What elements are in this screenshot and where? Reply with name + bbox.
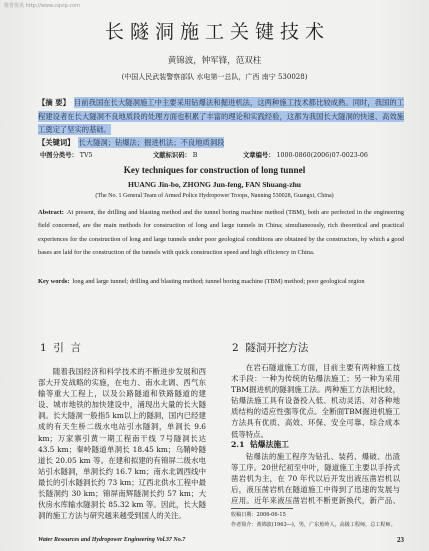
- drill-blast-paragraph: 钻爆法的施工程序为钻孔、装药、爆破、出渣等工序。20世纪初至中叶，隧道施工主要以手持式凿岩机为主，在 70 年代以后开发出液压凿岩机以后，液压凿岩机在隧道施工中得到了迅速的发展与应用。近年来液压凿岩机不断更新换代，新产品、: [231, 452, 400, 506]
- doc-code-label: 文献标识码：: [153, 152, 191, 159]
- paper-title: 长隧洞施工关键技术: [104, 21, 330, 43]
- journal-footer: Water Resources and Hydropower Engineering Vol.37 No.7: [38, 537, 186, 543]
- article-no-group: [243, 151, 368, 161]
- article-no-value: 1000-0860(2006)07-0023-06: [276, 152, 368, 159]
- excavation-methods-paragraph: 在岩石隧道施工方面，目前主要有两种施工技术手段：一种为传统的钻爆法施工；另一种为采用TBM掘进机的隧洞施工法。两种施工方法相比较，钻爆法施工具有设备投入低、机动灵活、对各种地质结构的适应性强等优点。全断面TBM掘进机施工方法具有优质、高效、环保、安全可靠、综合成本低等特点。: [231, 363, 400, 438]
- chinese-keywords: [38, 136, 404, 150]
- author-list: 黄锦波，钟军锋，范双柱: [167, 56, 262, 66]
- keywords-label: 【关键词】: [38, 138, 75, 147]
- article-no-label: 文章编号：: [243, 152, 275, 159]
- introduction-paragraph: 随着我国经济和科学技术的不断进步发展和西部大开发战略的实施，在电力、南水北调、西气东输等重大工程上，以及公路隧道和铁路隧道的建设、城市地铁的加快建设中，涌现出大量的长大隧洞。长大隧洞一般指5 km以上的隧洞，国内已经建成的有天生桥二级水电站引水隧洞，单洞长 9.6 km；万家寨引黄一期工程南干线 7号隧洞长达 43.5 km；秦岭隧道单洞长 18.45 km；乌鞘岭隧道长 20.05 km 等。在建和拟建的有锦屏二级水电站引水隧洞，单洞长约 16.7 km；南水北调西线中最长的引水隧洞长约 73 km；辽西北供水工程中最长隧洞约 30 km；锦屏南辉隧洞长约 57 km；大伙房水库输水隧洞长 85.32 km 等。因此，长大隧洞的施工方法与研究越来越受到国人的关注。: [38, 367, 206, 521]
- clc-group: [40, 151, 93, 161]
- source-watermark: 维普资讯 http://www.cqvip.com: [4, 3, 81, 9]
- english-authors: HUANG Jin-bo, ZHONG Jun-feng, FAN Shuang-zhu: [127, 180, 302, 189]
- english-title: Key techniques for construction of long tunnel: [123, 165, 306, 175]
- section-heading-excavation-methods: 2 隧洞开挖方法: [232, 342, 309, 354]
- english-affiliation: (The No. 1 General Team of Armed Police Hydropower Troops, Nanning 530028, Guangxi, China): [95, 193, 334, 199]
- classification-line: [38, 151, 404, 161]
- english-keywords: [38, 275, 404, 288]
- english-abstract-text: At present, the drilling and blasting method and the tunnel boring machine method (TBM), both are perfected in the engineering field concerned, are the main methods for construction of long and large tunnels in China; simultaneously, rich theoretical and practical experiences for the construction of long and large tunnels under poor geological conditions are obtained by the constructors, by which a good bases are laid for the construction of the tunnels with quick construction speed and high efficiency in China.: [38, 209, 404, 257]
- footnote-received-date: 收稿日期：2006-06-15: [231, 512, 286, 518]
- keywords-text: 长大隧洞；钻爆法；掘进机法；不良地质洞段: [78, 138, 225, 147]
- page-number: 23: [397, 536, 404, 544]
- chinese-abstract: [38, 96, 404, 137]
- footnote-divider: [231, 508, 293, 509]
- footnote-author-bio: 作者简介：黄锦波(1963—)，男，广东蕉岭人，高级工程师，总工程师。: [231, 522, 396, 528]
- english-keywords-text: long and large tunnel; drilling and blasting method; tunnel boring machine (TBM) method; poor geological region: [72, 278, 365, 285]
- english-abstract: [38, 206, 404, 260]
- subsection-heading-drill-blast: 2.1 钻爆法施工: [231, 440, 289, 449]
- doc-code-value: B: [192, 152, 198, 159]
- clc-value: TV5: [79, 152, 93, 159]
- author-affiliation: (中国人民武装警察部队 水电第一总队，广西 南宁 530028): [121, 73, 308, 81]
- clc-label: 中图分类号：: [40, 152, 78, 159]
- abstract-text: 目前我国在长大隧洞施工中主要采用钻爆法和掘进机法，这两种施工技术都比较成熟。同时，我国的工程建设者在长大隧洞不良地质段的处理方面也积累了丰富的理论和实践经验，这都为我国长大隧洞的快速、高效施工奠定了坚实的基础。: [38, 98, 405, 134]
- english-keywords-label: Key words:: [38, 278, 70, 285]
- section-heading-introduction: 1 引 言: [40, 342, 82, 354]
- english-abstract-label: Abstract:: [38, 209, 64, 216]
- abstract-label: 【摘 要】: [38, 98, 70, 107]
- doc-code-group: [153, 151, 197, 161]
